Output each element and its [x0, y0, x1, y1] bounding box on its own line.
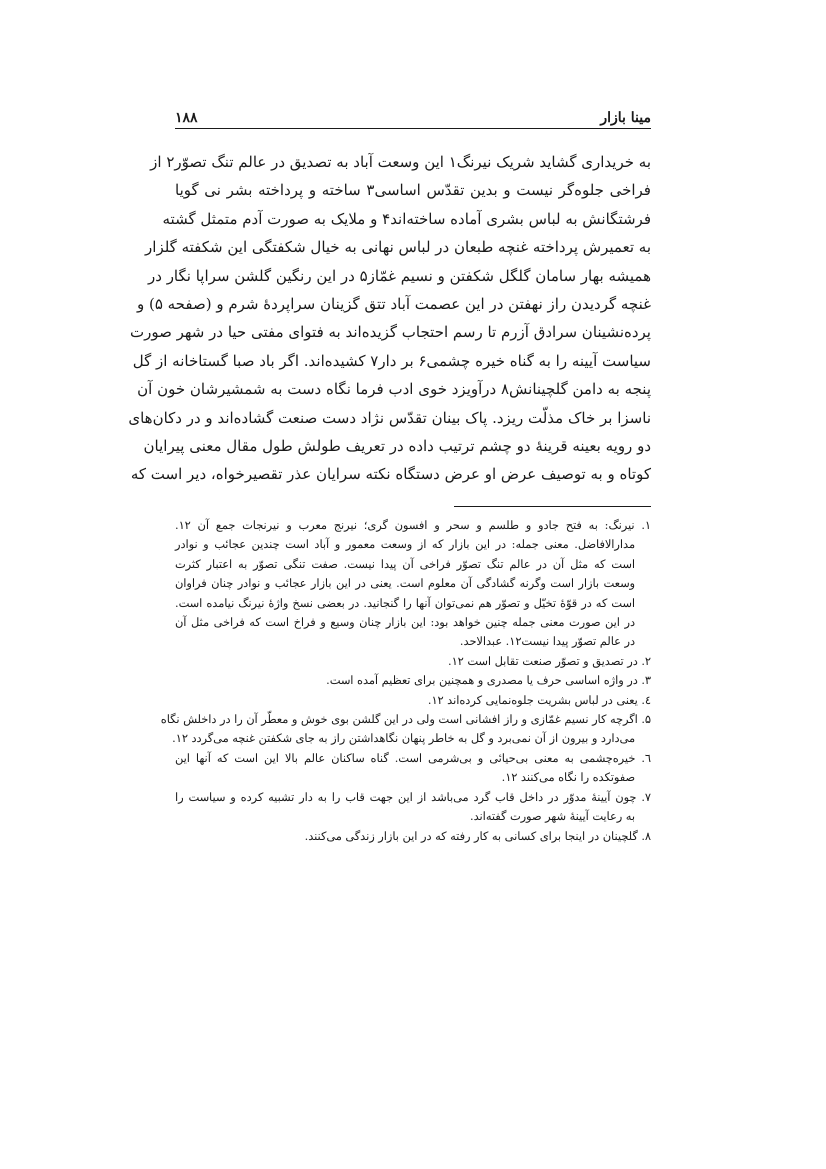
main-text [128, 148, 651, 489]
footnote [175, 671, 651, 690]
footnote-line: ۸. گلچینان در اینجا برای کسانی به کار رفته که در این بازار زندگی می‌کنند. [304, 829, 651, 843]
text-line: پنجه به دامن گلچینانش۸ درآویزد خوی ادب فرما نگاه دست به شمشیرشان خون آن [137, 380, 651, 399]
footnote [160, 710, 651, 749]
footnote-line: است که در قوّهٔ تخیّل و تصوّر هم نمی‌توان آنها را گنجانید. در بعضی نسخ واژهٔ نیرنگ نیامده است. [175, 596, 635, 610]
footnote [175, 652, 651, 671]
footnote-line: ٤. یعنی در لباس بشریت جلوه‌نمایی کرده‌اند ۱۲. [427, 693, 651, 707]
footnote-separator [454, 506, 651, 507]
footnote-line: صفوتکده را نگاه می‌کنند ۱۲. [501, 771, 635, 785]
text-line: به خریداری گشاید شریک نیرنگ۱ این وسعت آباد به تصدیق در عالم تنگ تصوّر۲ از [150, 153, 651, 171]
footnote-line: مدارالافاضل. معنی جمله: در این بازار که از وسعت معمور و آباد است چندین عجائب و نوادر [175, 538, 635, 552]
footnote-line: می‌دارد و بیرون از آن نمی‌برد و گل به خاطر پنهان نگاهداشتن راز به جای شکفتن غنچه می‌گردد ۱۲. [172, 732, 635, 746]
text-line: به تعمیرش پرداخته غنچه طبعان در لباس نهانی به خیال شکفتگی این شکفته گلزار [145, 238, 651, 257]
footnote-line: در عالم تصوّر پیدا نیست۱۲. عبدالاحد. [459, 635, 635, 649]
text-line: فرشتگانش به لباس بشری آماده ساخته‌اند۴ و ملایک به صورت آدم متمثل گشته [162, 209, 651, 228]
running-title: مینا بازار [600, 110, 651, 126]
footnote-line: ۷. چون آیینهٔ مدوّر در داخل قاب گرد می‌باشد از این جهت قاب را به دار تشبیه کرده و سیاست را [175, 790, 651, 804]
text-line: سیاست آیینه را به گناه خیره چشمی۶ بر دار۷ کشیده‌اند. اگر باد صبا گستاخانه از گل [132, 351, 651, 370]
footnote-line: وسعت بازار است وگرنه گشادگی آن معلوم است. یعنی در این بازار عجائب و نوادر چنان فراوان [175, 577, 635, 591]
footnote-line: در این صورت معنی جمله چنین خواهد بود: این بازار چنان وسیع و فراخ است که فراخی مثل آن [175, 616, 635, 630]
text-line: ناسزا بر خاک مذلّت ریزد. پاک بینان تقدّس نژاد دست صنعت گشاده‌اند و در دکان‌های [128, 408, 651, 427]
footnote [175, 827, 651, 846]
text-line: غنچه گردیدن راز نهفتن در این عصمت آباد تتق گزینان سراپردهٔ شرم و (صفحه ۵) و [136, 295, 651, 314]
footnote [175, 749, 651, 788]
footnote-line: است که مثل آن در عالم تنگ تصوّر فراخی آن پیدا نیست. صفت تنگی تصوّر به اعتبار کثرت [175, 557, 635, 571]
footnote [175, 691, 651, 710]
text-line: کوتاه و به توصیف عرض او عرض دستگاه نکته سرایان عذر تقصیرخواه، دیر است که [130, 465, 651, 484]
footnote [175, 788, 651, 827]
page-number: ۱۸۸ [175, 110, 198, 126]
text-line: همیشه بهار سامان گلگل شکفتن و نسیم غمّاز۵ در این رنگین گلشن سراپا نگار در [148, 266, 651, 285]
footnote-line: ۲. در تصدیق و تصوّر صنعت تقابل است ۱۲. [448, 654, 651, 668]
page-header [175, 102, 651, 126]
footnote-line: ۱. نیرنگ: به فتح جادو و طلسم و سحر و افسون گری؛ نیرنج معرب و نیرنجات جمع آن ۱۲. [175, 519, 651, 532]
footnote [175, 516, 651, 652]
footnote-line: ۵. اگرچه کار نسیم غمّازی و راز افشانی است ولی در این گلشن بوی خوش و معطّر آن را در داخلش نگاه [160, 713, 651, 727]
text-line: دو رویه بعینه قرینهٔ دو چشم ترتیب داده در تعریف طولش طول مقال معنی پیرایان [143, 437, 651, 456]
footnote-line: به رعایت آیینهٔ شهر صورت گفته‌اند. [470, 810, 635, 824]
footnotes [160, 516, 651, 846]
text-line: پرده‌نشینان سرادق آزرم تا رسم احتجاب گزیده‌اند به فتوای مفتی حیا در شهر صورت [130, 323, 651, 342]
header-rule [175, 128, 651, 129]
footnote-line: ۳. در واژه اساسی حرف یا مصدری و همچنین برای تعظیم آمده است. [326, 674, 651, 688]
text-line: فراخی جلوه‌گر نیست و بدین تقدّس اساسی۳ ساخته و پرداخته بشر نی گویا [175, 181, 651, 200]
footnote-line: ٦. خیره‌چشمی به معنی بی‌حیائی و بی‌شرمی است. گناه ساکنان عالم بالا این است که آنها این [175, 751, 651, 765]
